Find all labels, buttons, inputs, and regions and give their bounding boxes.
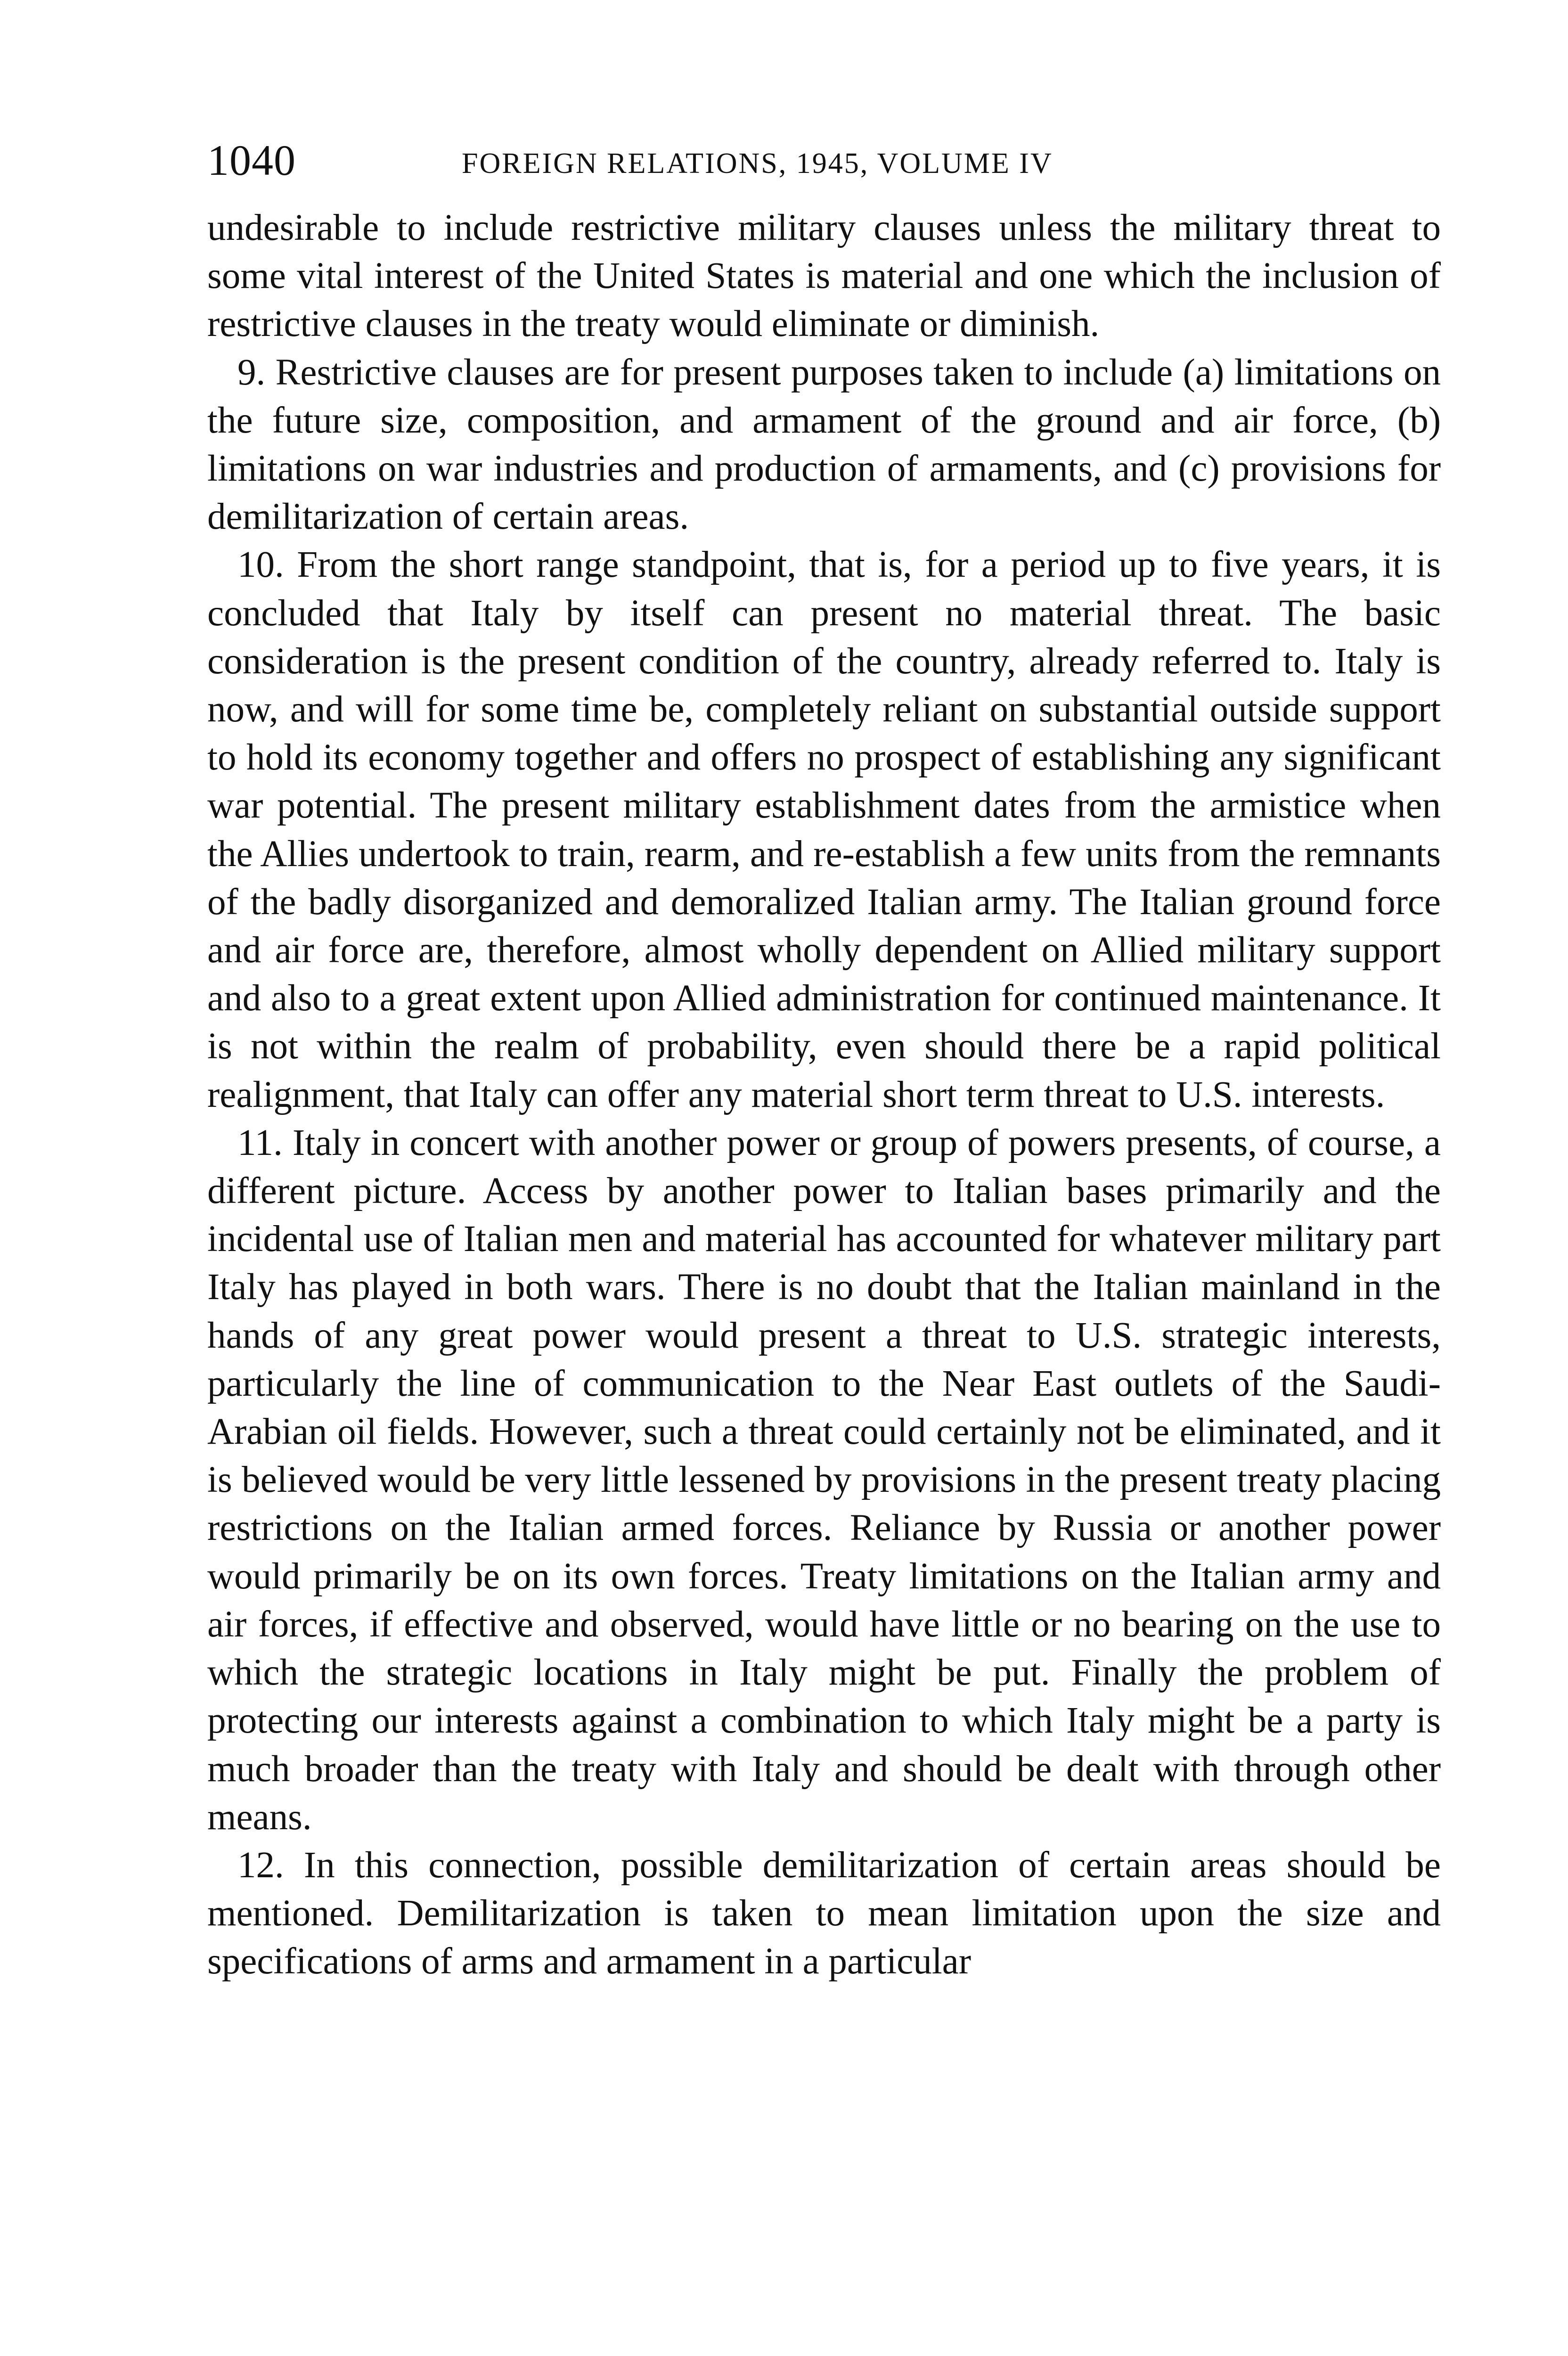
paragraph-12: 12. In this connection, possible demilitarization of certain areas should be mentioned. Demilitarization is taken to mean limitation upon the size and specifications of arms and armament in a particular bbox=[207, 1844, 1441, 1982]
running-head bbox=[207, 134, 1441, 186]
body-text bbox=[207, 204, 1441, 1986]
paragraph-11: 11. Italy in concert with another power or group of powers presents, of course, a different picture. Access by another power to Italian bases primarily and the incidental use of Italian men and material has accounted for whatever military part Italy has played in both wars. There is no doubt that the Italian mainland in the hands of any great power would present a threat to U.S. strategic interests, particularly the line of communication to the Near East outlets of the Saudi-Arabian oil fields. However, such a threat could certainly not be eliminated, and it is believed would be very little lessened by provisions in the present treaty placing restrictions on the Italian armed forces. Reliance by Russia or another power would primarily be on its own forces. Treaty limitations on the Italian army and air forces, if effective and observed, would have little or no bearing on the use to which the strategic locations in Italy might be put. Finally the problem of protecting our interests against a combination to which Italy might be a party is much broader than the treaty with Italy and should be dealt with through other means. bbox=[207, 1122, 1441, 1838]
running-title: FOREIGN RELATIONS, 1945, VOLUME IV bbox=[462, 147, 1053, 180]
page-number: 1040 bbox=[207, 136, 296, 184]
paragraph-9: 9. Restrictive clauses are for present purposes taken to include (a) limitations on the future size, composition, and armament of the ground and air force, (b) limitations on war industries and production of armaments, and (c) provisions for demilitarization of certain areas. bbox=[207, 352, 1441, 538]
paragraph-10: 10. From the short range standpoint, that is, for a period up to five years, it is concluded that Italy by itself can present no material threat. The basic consideration is the present condition of the country, already referred to. Italy is now, and will for some time be, completely reliant on substantial outside support to hold its economy together and offers no prospect of establishing any significant war potential. The present military establishment dates from the armistice when the Allies undertook to train, rearm, and re-establish a few units from the remnants of the badly disorganized and demoralized Italian army. The Italian ground force and air force are, therefore, almost wholly dependent on Allied military support and also to a great extent upon Allied administration for continued maintenance. It is not within the realm of probability, even should there be a rapid political realignment, that Italy can offer any material short term threat to U.S. interests. bbox=[207, 544, 1441, 1115]
document-page bbox=[207, 134, 1441, 1986]
paragraph-continuation: undesirable to include restrictive military clauses unless the military threat to some vital interest of the United States is material and one which the inclusion of restrictive clauses in the treaty would eliminate or diminish. bbox=[207, 207, 1441, 345]
